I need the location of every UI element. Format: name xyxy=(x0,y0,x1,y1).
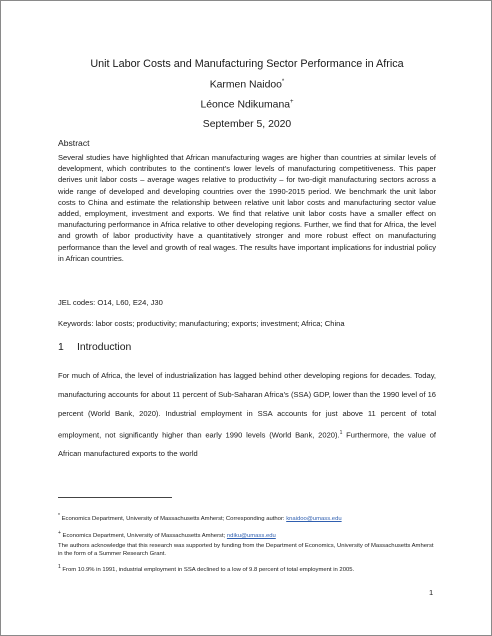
page-number: 1 xyxy=(429,588,434,597)
section-title: Introduction xyxy=(77,342,132,353)
paragraph-text: For much of Africa, the level of industrialization has lagged behind other developing regions for decades. Today, manufacturing accounts for about 11 percent of Sub-Saharan Africa's (SSA) GDP, lower than the 1990 level of 16 percent (World Bank, 2020). Industrial employment in SSA accounts for just above 11 percent of total employment, not significantly higher than early 1990 levels (World Bank, 2020). xyxy=(58,371,436,440)
footnote-1 xyxy=(58,564,436,575)
footnote-text: Economics Department, University of Massachusetts Amherst; Corresponding author: xyxy=(59,515,287,522)
footnote-marker: + xyxy=(58,530,61,536)
email-link[interactable]: ndiku@umass.edu xyxy=(226,532,276,539)
author-2 xyxy=(58,99,436,110)
paper-title: Unit Labor Costs and Manufacturing Sector Performance in Africa xyxy=(90,58,404,70)
paper-date: September 5, 2020 xyxy=(202,119,292,130)
keywords: Keywords: labor costs; productivity; manufacturing; exports; investment; Africa; China xyxy=(58,319,345,328)
author-name: Léonce Ndikumana xyxy=(200,99,291,111)
footnote-marker: * xyxy=(58,513,60,519)
author-marker: * xyxy=(281,79,285,85)
footnote-text: From 10.9% in 1991, industrial employment in SSA declined to a low of 9.8 percent of total employment in 2005. xyxy=(60,566,355,573)
abstract-text: Several studies have highlighted that African manufacturing wages are higher than countries at similar levels of development, which contributes to the continent's lower levels of manufacturing competitiveness. This paper derives unit labor costs – average wages relative to productivity – for two-digit manufacturing sectors across a wide range of developed and developing countries over the 1990-2015 period. We benchmark the unit labor costs to China and estimate the relationship between relative unit labor costs and manufacturing sector value added, employment, investment and exports. We find that relative unit labor costs have a smaller effect on manufacturing performance in Africa relative to other developing regions. Further, we find that for Africa, the level and growth of labor productivity have a quantitatively stronger and more robust effect on manufacturing performance than the level and growth of real wages. The results have important implications for industrial policy in African countries. xyxy=(58,153,436,263)
paragraph-text-continued: Furthermore, the value of African manufactured exports to the world xyxy=(58,430,436,459)
email-link[interactable]: knaidoo@umass.edu xyxy=(286,515,342,522)
introduction-paragraph xyxy=(58,367,436,464)
footnote-author-1 xyxy=(58,513,436,524)
section-number: 1 xyxy=(58,342,64,353)
footnote-marker: 1 xyxy=(58,564,61,570)
author-name: Karmen Naidoo xyxy=(209,79,282,91)
author-marker: + xyxy=(290,99,294,105)
footnote-text: Economics Department, University of Massachusetts Amherst; xyxy=(60,532,227,539)
acknowledgement-note: The authors acknowledge that this research was supported by funding from the Department of Economics, University of Massachusetts Amherst in the form of a Summer Research Grant. xyxy=(58,543,434,557)
section-heading-introduction xyxy=(58,342,131,353)
footnote-ref-1[interactable]: 1 xyxy=(339,429,343,436)
footnote-author-2 xyxy=(58,530,436,541)
jel-codes: JEL codes: O14, L60, E24, J30 xyxy=(58,298,163,307)
footnote-divider xyxy=(58,497,172,498)
abstract-heading: Abstract xyxy=(58,138,90,148)
author-1 xyxy=(58,79,436,90)
